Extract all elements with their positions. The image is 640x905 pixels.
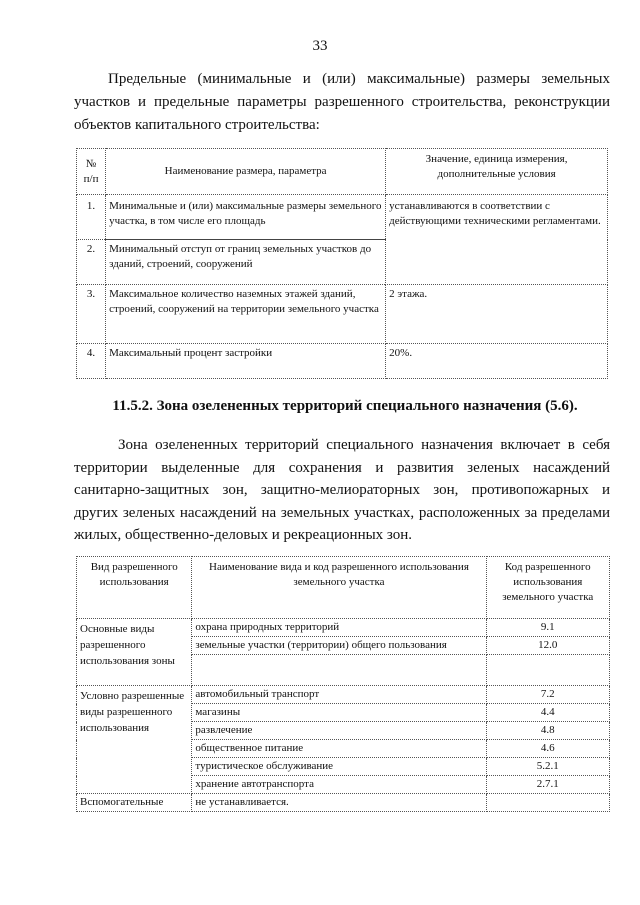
row-num: 4.	[77, 344, 106, 379]
row-num: 2.	[77, 240, 106, 285]
intro-text: Предельные (минимальные и (или) максимальные) размеры земельных участков и предельные параметры разрешенного строительства, реконструкции объектов капитального строительства:	[74, 71, 610, 133]
header-num: № п/п	[77, 149, 106, 195]
table-row	[77, 619, 610, 637]
zone-description: Зона озелененных территорий специального назначения включает в себя территории выделенные для сохранения и развития зеленых насаждений санитарно-защитных зон, защитно-мелиораторных зон, противопожарных и других зеленых насаждений на земельных участках, расположенных за пределами жилых, общественно-деловых и рекреационных зон.	[74, 437, 610, 543]
row-num: 1.	[77, 195, 106, 240]
empty-cell	[192, 655, 486, 686]
header-value: Значение, единица измерения, дополнительные условия	[386, 149, 608, 195]
use-code: 4.4	[486, 704, 609, 722]
group-type-conditional: Условно разрешенные виды разрешенного использования	[77, 686, 192, 794]
use-code: 4.6	[486, 740, 609, 758]
uses-table	[76, 556, 610, 812]
use-desc: общественное питание	[192, 740, 486, 758]
use-desc: туристическое обслуживание	[192, 758, 486, 776]
page-number: 33	[312, 38, 328, 54]
use-desc: автомобильный транспорт	[192, 686, 486, 704]
row-name: Минимальные и (или) максимальные размеры земельного участка, в том числе его площадь	[106, 195, 386, 240]
empty-cell	[486, 655, 609, 686]
header-code: Код разрешенного использования земельного участка	[486, 557, 609, 619]
use-desc: земельные участки (территории) общего пользования	[192, 637, 486, 655]
use-code: 9.1	[486, 619, 609, 637]
table-row	[77, 794, 610, 812]
table-row	[77, 285, 608, 344]
params-table-header	[77, 149, 608, 195]
group-type-auxiliary: Вспомогательные	[77, 794, 192, 812]
use-desc: магазины	[192, 704, 486, 722]
params-table	[76, 148, 608, 379]
row-num: 3.	[77, 285, 106, 344]
uses-table-header	[77, 557, 610, 619]
use-code: 4.8	[486, 722, 609, 740]
use-desc: развлечение	[192, 722, 486, 740]
row-value: 20%.	[386, 344, 608, 379]
row-name: Минимальный отступ от границ земельных участков до зданий, строений, сооружений	[106, 240, 386, 285]
zone-heading: 11.5.2. Зона озелененных территорий специального назначения (5.6).	[112, 398, 578, 414]
table-row	[77, 686, 610, 704]
use-desc: охрана природных территорий	[192, 619, 486, 637]
table-row	[77, 195, 608, 240]
use-desc: не устанавливается.	[192, 794, 486, 812]
use-code	[486, 794, 609, 812]
header-type: Вид разрешенного использования	[77, 557, 192, 619]
header-desc: Наименование вида и код разрешенного использования земельного участка	[192, 557, 486, 619]
use-code: 7.2	[486, 686, 609, 704]
use-desc: хранение автотранспорта	[192, 776, 486, 794]
header-name: Наименование размера, параметра	[106, 149, 386, 195]
table-row	[77, 344, 608, 379]
row-name: Максимальное количество наземных этажей зданий, строений, сооружений на территории земельного участка	[106, 285, 386, 344]
group-type-main: Основные виды разрешенного использования зоны	[77, 619, 192, 686]
row-value: устанавливаются в соответствии с действующими техническими регламентами.	[386, 195, 608, 285]
use-code: 5.2.1	[486, 758, 609, 776]
use-code: 12.0	[486, 637, 609, 655]
use-code: 2.7.1	[486, 776, 609, 794]
row-value: 2 этажа.	[386, 285, 608, 344]
row-name: Максимальный процент застройки	[106, 344, 386, 379]
zone-description-paragraph	[74, 434, 610, 547]
intro-paragraph	[74, 68, 610, 137]
